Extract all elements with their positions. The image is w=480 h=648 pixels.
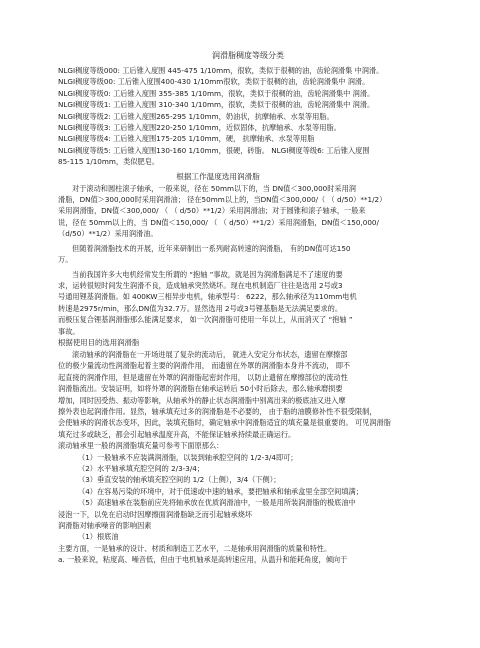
section2-paragraph (58, 349, 438, 452)
list-item: （2）水平轴承填充腔空间的 2/3-3/4； (78, 464, 205, 473)
paragraph-line: 起直接的润滑作用，但是遗留在外罩的润滑脂起密封作用， 以防止遗留在摩擦部位的流动性 (58, 372, 348, 382)
grade-line: NLGI稠度等级3: 工后锥入度围220-250 1/10mm，近似固体，抗摩轴承、水泵等用脂。 (58, 123, 341, 133)
grade-line: NLGI稠度等级2: 工后锥入度围265-295 1/10mm，奶油状，抗摩轴承、水泵等用脂。 (58, 111, 334, 121)
paragraph-line: 润滑脂对轴承噪音的影响因素 (58, 521, 152, 531)
paragraph-line: 但随着润滑脂技术的开展，近年来研制出一系列耐高转速的润滑脂， 有的DN值可达150 (72, 243, 351, 253)
section1-paragraph-3 (58, 269, 438, 337)
paragraph-line: 号通用锂基润滑脂。如 400KW三相异步电机，轴承型号： 6222，那么轴承径为110mm电机 (58, 292, 357, 302)
doc-title: 润滑脂稠度等级分类 (212, 51, 284, 60)
list-item: （1）一般轴承不应装满润滑脂，以装到轴承腔空间的 1/2-3/4即可； (78, 452, 298, 462)
section-heading-purpose: 根据使用目的选用润滑脂 (58, 337, 140, 347)
section-heading-temperature: 根据工作温度选用润滑脂 (176, 171, 260, 181)
paragraph-line: 采用润滑脂，DN值＜300,000/ （ （ d/50）**1/2）采用润滑油；对于圆锥和滚子轴承，一般来 (58, 206, 366, 216)
section1-paragraph-2 (58, 243, 438, 266)
paragraph-line: 增加，同时因受热、振动等影响，从轴承外的静止状态润滑脂中别离出来的极底油又进入摩 (58, 395, 346, 405)
paragraph-line: 滚动轴承里一般的润滑脂填充量可参考下面原那么： (58, 441, 224, 451)
paragraph-line: 万。 (58, 255, 73, 265)
paragraph-line: 而极压复合锂基润滑脂那么能满足要求， 如一次润滑脂可使用一年以上，从而消灭了 “抱轴 ” (58, 315, 353, 325)
list-item: （3）垂直安装的轴承填充腔空间的 1/2（上侧），3/4（下侧）； (78, 475, 281, 485)
paragraph-line: a. 一般来说，粘度高、噪音低，但由于电机轴承是高转速应用，从温升和能耗角度，倾向于 (58, 555, 348, 565)
grade-line: NLGI稠度等级4: 工后锥入度围175-205 1/10mm，硬， 抗摩轴承、水泵等用脂 (58, 134, 315, 144)
grade-line: NLGI稠度等级0: 工后锥入度围 355-385 1/10mm，很软，类似于很稠的油，齿轮润滑集中 润滑。 (58, 88, 375, 98)
paragraph-line: 当前我国许多大电机经常发生所谓的 “抱轴 ”事故，就是因为润滑脂满足不了速度的要 (72, 269, 343, 279)
list-item: （4）在容易污染的环境中，对于低速或中速的轴承，要把轴承和轴承盒里全部空间填满； (78, 486, 363, 496)
paragraph-line: 转速是2975r/min，那么DN值为32.7万。显然选用 2号或3号锂基脂是无法满足要求的。 (58, 303, 343, 313)
grade-line: NLGI稠度等级000: 工后锥入度围 445-475 1/10mm，很软，类似于很稠的油，齿轮润滑集 中润滑。 (58, 66, 384, 75)
paragraph-line: 位的极少量流动性润滑脂起着主要的润滑作用， 而遗留在外罩的润滑脂本身并不流动， 即不 (58, 361, 351, 371)
paragraph-line: 会使轴承的润滑状态变坏，因此，装填充脂时，确定轴承中润滑脂适宜的填充量是很重要的。 可见润滑脂 (58, 418, 391, 428)
paragraph-line: 填充过多或缺乏，都会引起轴承温度升高，不能保证轴承持续最正确运行。 (58, 429, 296, 439)
paragraph-line: 浸泡一下，以免在启动时因摩擦面润滑脂缺乏而引起轴承烧坏 (58, 509, 253, 519)
paragraph-line: 事故。 (58, 326, 80, 336)
fill-amount-list (58, 452, 438, 509)
grade-list (58, 65, 438, 168)
sub-item-base-oil: （1）根底油 (78, 532, 119, 542)
paragraph-line: 对于滚动和圆柱滚子轴承，一般来说，径在 50mm以下的，当 DN值＜300,000时采用润 (72, 183, 356, 193)
paragraph-line: 说，径在 50mm以上的，当 DN值＜150,000/ （ （ d/50）**1/2）采用润滑脂，DN值＜150,000/ (58, 217, 379, 227)
paragraph-line: 主要方面，一是轴承的设计、材质和制造工艺水平，二是轴承用润滑脂的质量和特性。 (58, 543, 332, 553)
list-item: （5）高速轴承在装脂前应先将轴承放在优质润滑油中，一般是用所装润滑脂的极底油中 (78, 498, 356, 508)
grade-line: NLGI稠度等级00: 工后锥入度围400-430 1/10mm很软，类似于很稠的油，齿轮润滑集中 润滑。 (58, 77, 370, 87)
paragraph-line: 擦外表也起润滑作用。显然，轴承填充过多的润滑脂是不必要的， 由于脂的油膜修补性不很受限制， (58, 406, 377, 416)
grade-line: 85-115 1/10mm，类似肥皂。 (58, 157, 160, 167)
paragraph-line: （d/50）**1/2）采用润滑油。 (58, 229, 158, 239)
section1-paragraph (58, 183, 438, 240)
paragraph-line: 求，运转很短时间发生润滑不良，造成轴承突然烧坏。现在电机制造厂往往是选用 2号或3 (58, 280, 343, 290)
paragraph-line: 滚动轴承的润滑脂在一开场进展了复杂的流动后， 就进入安定分布状态，遗留在摩擦部 (72, 349, 348, 359)
grade-line: NLGI稠度等级1: 工后锥入度围 310-340 1/10mm，很软，类似于很稠的油，齿轮润滑集中 润滑。 (58, 100, 375, 110)
paragraph-line: 滑脂，DN值＞300,000时采用润滑油； 径在50mm以上的，当DN值＜300,000/（ （ d/50）**1/2） (58, 195, 387, 205)
grade-line: NLGI稠度等级5: 工后锥入度围130-160 1/10mm，很硬，砖脂。 NLGI稠度等级6: 工后锥入度围 (58, 145, 370, 155)
paragraph-line: 润滑脂流出。安装证明，如将外罩的润滑脂在轴承运转后 50小时后除去，那么轴承磨损要 (58, 384, 343, 394)
